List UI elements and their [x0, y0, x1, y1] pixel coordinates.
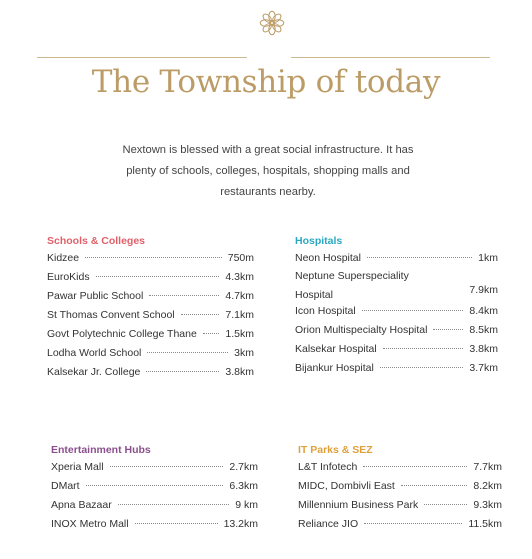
- list-item: [295, 343, 498, 362]
- entertainment-list: [51, 461, 258, 537]
- distance-value: 4.3km: [225, 271, 254, 283]
- divider-left: [37, 57, 247, 58]
- place-name: Govt Polytechnic College Thane: [47, 328, 197, 340]
- place-name: Apna Bazaar: [51, 499, 112, 511]
- place-name: Lodha World School: [47, 347, 142, 359]
- list-item: [298, 499, 502, 518]
- dotted-leader: [149, 295, 219, 296]
- dotted-leader: [367, 257, 472, 258]
- distance-value: 8.2km: [473, 480, 502, 492]
- schools-section: [47, 235, 254, 385]
- list-item: [295, 324, 498, 343]
- place-name: Kalsekar Hospital: [295, 343, 377, 355]
- distance-value: 4.7km: [225, 290, 254, 302]
- place-name: Neon Hospital: [295, 252, 361, 264]
- list-item: [295, 362, 498, 381]
- place-name: Neptune Superspeciality Hospital: [295, 270, 409, 301]
- place-name: INOX Metro Mall: [51, 518, 129, 530]
- place-name: Bijankur Hospital: [295, 362, 374, 374]
- dotted-leader: [362, 310, 464, 311]
- dotted-leader: [380, 367, 464, 368]
- list-item: [51, 480, 258, 499]
- distance-value: 7.9km: [469, 284, 498, 296]
- place-name: MIDC, Dombivli East: [298, 480, 395, 492]
- dotted-leader: [110, 466, 224, 467]
- ornamental-flower-icon: [257, 8, 287, 38]
- distance-value: 9.3km: [473, 499, 502, 511]
- dotted-leader: [146, 371, 219, 372]
- dotted-leader: [147, 352, 228, 353]
- place-name: St Thomas Convent School: [47, 309, 175, 321]
- list-item: [51, 499, 258, 518]
- distance-value: 13.2km: [223, 518, 258, 530]
- distance-value: 3.7km: [469, 362, 498, 374]
- list-item: [47, 309, 254, 328]
- dotted-leader: [433, 329, 463, 330]
- schools-heading: Schools & Colleges: [47, 235, 146, 247]
- entertainment-section: [51, 444, 258, 537]
- distance-value: 3km: [234, 347, 254, 359]
- list-item: [47, 271, 254, 290]
- hospitals-heading: Hospitals: [295, 235, 343, 247]
- place-name: Kidzee: [47, 252, 80, 264]
- list-item: [298, 518, 502, 537]
- distance-value: 1.5km: [225, 328, 254, 340]
- place-name: Kalsekar Jr. College: [47, 366, 141, 378]
- dotted-leader: [85, 257, 222, 258]
- dotted-leader: [424, 504, 467, 505]
- divider-right: [291, 57, 490, 58]
- list-item: [298, 480, 502, 499]
- place-name: L&T Infotech: [298, 461, 358, 473]
- place-name: DMart: [51, 480, 80, 492]
- dotted-leader: [135, 523, 218, 524]
- dotted-leader: [118, 504, 230, 505]
- dotted-leader: [203, 333, 220, 334]
- place-name: EuroKids: [47, 271, 90, 283]
- dotted-leader: [96, 276, 220, 277]
- dotted-leader: [364, 523, 462, 524]
- schools-list: [47, 252, 254, 385]
- distance-value: 3.8km: [225, 366, 254, 378]
- it-parks-heading: IT Parks & SEZ: [298, 444, 373, 456]
- dotted-leader: [181, 314, 220, 315]
- list-item: [47, 290, 254, 309]
- place-name: Orion Multispecialty Hospital: [295, 324, 428, 336]
- dotted-leader: [363, 466, 467, 467]
- place-name: Millennium Business Park: [298, 499, 419, 511]
- list-item: [47, 252, 254, 271]
- distance-value: 9 km: [235, 499, 258, 511]
- distance-value: 7.1km: [225, 309, 254, 321]
- distance-value: 3.8km: [469, 343, 498, 355]
- place-name: Icon Hospital: [295, 305, 356, 317]
- dotted-leader: [86, 485, 224, 486]
- distance-value: 7.7km: [473, 461, 502, 473]
- distance-value: 750m: [227, 252, 254, 264]
- list-item: [51, 461, 258, 480]
- distance-value: 8.5km: [469, 324, 498, 336]
- distance-value: 1km: [478, 252, 498, 264]
- intro-text: Nextown is blessed with a great social infrastructure. It has plenty of schools, colleges, hospitals, shopping malls and restaurants nearby.: [122, 144, 414, 198]
- page-title: The Township of today: [91, 64, 441, 100]
- list-item: [47, 347, 254, 366]
- list-item: [47, 366, 254, 385]
- dotted-leader: [401, 485, 468, 486]
- list-item: [298, 461, 502, 480]
- list-item: [51, 518, 258, 537]
- it-parks-section: [298, 444, 502, 537]
- list-item: [295, 305, 498, 324]
- it-parks-list: [298, 461, 502, 537]
- distance-value: 6.3km: [229, 480, 258, 492]
- distance-value: 8.4km: [469, 305, 498, 317]
- entertainment-heading: Entertainment Hubs: [51, 444, 151, 456]
- place-name: Pawar Public School: [47, 290, 144, 302]
- list-item: [295, 271, 498, 305]
- distance-value: 2.7km: [229, 461, 258, 473]
- list-item: [47, 328, 254, 347]
- hospitals-list: [295, 252, 498, 381]
- distance-value: 11.5km: [468, 518, 502, 530]
- place-name: Reliance JIO: [298, 518, 359, 530]
- place-name: Xperia Mall: [51, 461, 104, 473]
- dotted-leader: [383, 348, 464, 349]
- hospitals-section: [295, 235, 498, 381]
